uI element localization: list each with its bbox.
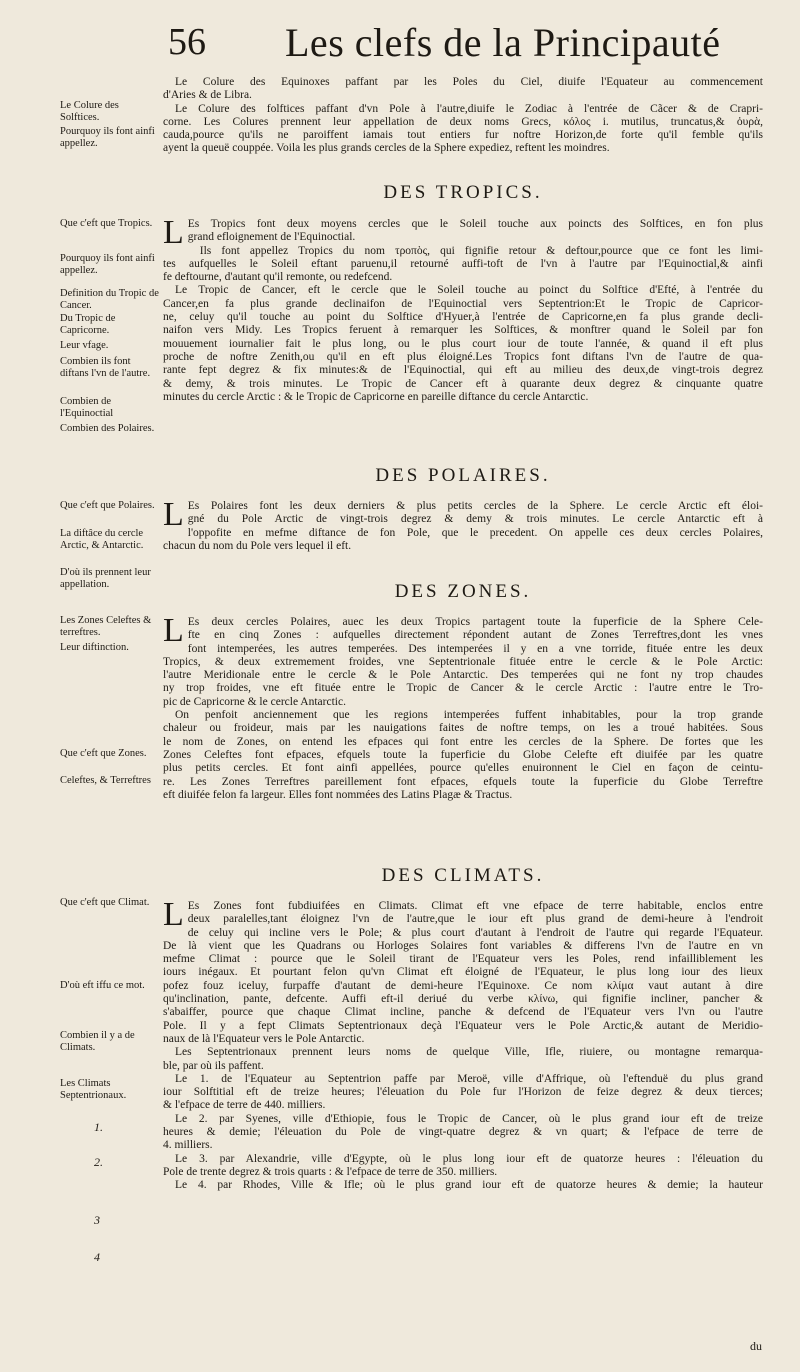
text-line: cauda,pource qu'ils ne paroiffent iamais tout entiers fur noftre Horizon,de forte qu'il femble qu'ils xyxy=(163,129,763,142)
text-line: Les Septentrionaux prennent leurs noms de quelque Ville, Ifle, riuiere, ou montagne remarqua- xyxy=(175,1046,763,1059)
text-line: iour Solftitial eft de treize heures; l'éleuation du Pole fur l'Horizon de feize degrez & deux tierces; xyxy=(163,1086,763,1099)
text-line: Tropics, & deux extremement froides, vne Septentrionale fituée entre le cercle & le Pole Arctic: xyxy=(163,655,763,668)
text-line: Es Tropics font deux moyens cercles que le Soleil touche aux poincts des Solftices, en fon plus xyxy=(187,218,763,230)
margin-note: Celeftes, & Terreftres xyxy=(60,775,151,786)
text-line: qu'inclination, pante, defcente. Auffi eft-il deriué du verbe κλίνω, qui fignifie incliner, pancher & xyxy=(163,993,763,1006)
text-line: Le Tropic de Cancer, eft le cercle que le Soleil touche au poinct du Solftice d'Efté, à l'entrée du xyxy=(175,284,763,297)
text-line: naifon vers Midy. Les Tropics feruent à remarquer les Solftices, & monftrer quand le Soleil par fon xyxy=(163,324,763,337)
margin-note: Combien ils font diftans l'vn de l'autre. xyxy=(60,356,151,379)
text-line: Le 4. par Rhodes, Ville & Ifle; où le plus grand iour eft de quatorze heures & demie; la hauteur xyxy=(175,1179,763,1192)
text-line: chacun du nom du Pole vers lequel il eft. xyxy=(163,539,352,552)
paragraph-zones xyxy=(163,612,763,802)
paragraph-tropics xyxy=(163,214,763,404)
margin-note: Les Zones Celeftes & terreftres. xyxy=(60,615,152,638)
drop-cap: L xyxy=(163,896,184,933)
text-line: gné du Pole Arctic de vingt-trois degrez & demy & trois minutes. Le cercle Antarctic eft à xyxy=(187,513,763,526)
text-line: Pole de trente degrez & trois quarts : & l'efpace de terre de 350. milliers. xyxy=(163,1165,498,1178)
text-line: & demy, & trois minutes. Le Tropic de Cancer eft à quarante deux degrez & cinquante quatre xyxy=(163,377,763,390)
text-line: chaleur ou froideur, mais par les nauigations faites de noftre temps, on les a troué habitées. Sous xyxy=(163,722,763,735)
margin-note: Combien de l'Equinoctial xyxy=(60,396,114,419)
margin-number: 4 xyxy=(94,1250,100,1264)
section-heading-tropics: DES TROPICS. xyxy=(383,182,543,203)
text-line: Es Zones font fubdiuifées en Climats. Climat eft vne efpace de terre habitable, enclos entre xyxy=(187,900,763,912)
margin-note: Que c'eft que Zones. xyxy=(60,748,147,759)
text-line: le nom de Zones, on entend les efpaces qui font entre les cercles de la Sphere. De fortes que les xyxy=(163,735,763,748)
running-title: Les clefs de la Principauté xyxy=(285,20,721,65)
text-line: iours inégaux. Et pourtant felon qu'vn Climat eft éloigné de l'Equateur, le plus long iour des lieux xyxy=(163,966,763,979)
margin-note: Que c'eft que Polaires. xyxy=(60,500,155,511)
text-line: De là vient que les Quadrans ou Horloges Solaires font variables & differens l'vn de l'autre en vn xyxy=(163,939,763,952)
text-line: grand efloignement de l'Equinoctial. xyxy=(187,231,356,244)
margin-note: Pourquoy ils font ainfi appellez. xyxy=(60,126,155,149)
margin-note: D'où eft iffu ce mot. xyxy=(60,980,145,991)
margin-note: Que c'eft que Climat. xyxy=(60,897,150,908)
margin-note: Leur diftinction. xyxy=(60,642,129,653)
text-line: d'Aries & de Libra. xyxy=(163,89,252,102)
catchword: du xyxy=(750,1339,762,1353)
text-line: Le 1. de l'Equateur au Septentrion paffe par Meroë, ville d'Affrique, où l'eftenduë du plus grand xyxy=(175,1072,763,1085)
text-line: font intemperées, les autres temperées. Des intemperées il y en a vne torride, fituée entre les deux xyxy=(187,642,763,655)
paragraph-climats xyxy=(163,896,763,1193)
margin-note: Pourquoy ils font ainfi appellez. xyxy=(60,253,155,276)
text-line: ble, par où ils paffent. xyxy=(163,1059,264,1072)
section-heading-climats: DES CLIMATS. xyxy=(381,865,545,886)
text-line: mouuement iournalier fait le plus long, ou le plus court iour de toute l'année, & quand il eft plus xyxy=(163,337,763,350)
margin-note: Combien des Polaires. xyxy=(60,423,155,434)
text-line: s'abaiffer, pource que chaque Climat incline, panche & defcend de l'Equateur vers l'vn ou l'autre xyxy=(163,1006,763,1019)
text-line: ayent la queuë couppée. Voila les plus grands cercles de la Sphere expediez, reftent les moindres. xyxy=(163,142,610,155)
text-line: Zones Celeftes font efpaces, efquels toute la fuperficie du Globe Celefte eft diuifée par les quatre xyxy=(163,748,763,761)
text-line: Le Colure des Equinoxes paffant par les Poles du Ciel, diuife l'Equateur au commencement xyxy=(175,76,763,88)
text-line: Ils font appellez Tropics du nom τροπὸς, qui fignifie retour & deftour,pource que ce font les limi- xyxy=(199,244,763,257)
text-line: Pole. Il y a fept Climats Septentrionaux deçà l'Equateur vers le Pole Arctic,& autant de Meridio- xyxy=(163,1019,763,1032)
text-line: l'oppofite en mefme diftance de fon Pole, que le precedent. On appelle ces deux cercles Polaires, xyxy=(187,526,763,539)
section-heading-polaires: DES POLAIRES. xyxy=(375,465,551,486)
text-line: minutes du cercle Arctic : & le Tropic de Capricorne en pareille diftance du cercle Antarctic. xyxy=(163,390,589,403)
text-line: ny trop froides, vne eft fituée entre le Tropic de Cancer & le cercle Arctic : l'autre entre le Tro- xyxy=(163,682,763,695)
text-line: rante fept degrez & fix minutes:& de l'Equinoctial, qui eft au milieu des deux,de vingt-trois degrez xyxy=(163,364,763,377)
text-line: re. Les Zones Terreftres pareillement font efpaces, efquels toute la fuperficie du Globe Terreftre xyxy=(163,775,763,788)
text-line: fe deftourne, d'autant qu'il remonte, ou redefcend. xyxy=(163,271,393,284)
text-line: proche de noftre Zenith,ou qu'il en eft plus éloigné.Les Tropics font diftans l'vn de l'autre de qua- xyxy=(163,350,763,363)
drop-cap: L xyxy=(163,214,184,251)
text-line: Le Colure des folftices paffant d'vn Pole à l'autre,diuife le Zodiac à l'entrée de Cãcer & de Crapri- xyxy=(175,102,763,115)
text-line: plus petits cercles. Et font ainfi appellées, pource qu'elles enuironnent le Ciel en façon de ceintu- xyxy=(163,762,763,775)
text-line: Cancer,en fa plus grande declinaifon de l'Equinoctial vers Septentrion:Et le Tropic de Capricor- xyxy=(163,297,763,310)
text-line: corne. Les Colures prennent leur appellation de deux noms Grecs, κόλος i. mutilus, truncatus,& ὀυρὰ, xyxy=(163,115,763,128)
margin-note: Leur vfage. xyxy=(60,340,109,351)
margin-number: 2. xyxy=(94,1155,103,1169)
text-line: ne, celuy qu'il touche au point du Solftice d'Hyuer,à l'entrée de Capricorne,en fa plus grande decli- xyxy=(163,311,763,324)
text-line: 4. milliers. xyxy=(163,1139,213,1152)
text-line: pic de Capricorne & le cercle Antarctic. xyxy=(163,695,346,708)
text-line: On penfoit anciennement que les regions intemperées fuffent inhabitables, pour la trop grande xyxy=(175,709,763,722)
paragraph-polaires xyxy=(163,496,763,553)
text-line: fte en cinq Zones : aufquelles directement répondent autant de Zones Terreftres,dont les vnes xyxy=(187,629,763,642)
text-line: de celuy qui incline vers le Pole; & plus court d'autant à l'endroit de l'autre qui regarde l'Equateur. xyxy=(187,926,763,939)
text-line: Es Polaires font les deux derniers & plus petits cercles de la Sphere. Le cercle Arctic eft éloi- xyxy=(187,500,763,512)
text-line: Le 2. par Syenes, ville d'Ethiopie, fous le Tropic de Cancer, où le plus grand iour eft de treize xyxy=(175,1112,763,1125)
margin-note: Que c'eft que Tropics. xyxy=(60,218,153,229)
paragraph-intro xyxy=(163,76,763,156)
margin-note: D'où ils prennent leur appellation. xyxy=(60,567,151,590)
text-line: pofez fouz iceluy, furpaffe d'autant de demi-heure l'Equinoxe. Ce nom κλίμα vaut autant à dire xyxy=(163,979,763,992)
margin-note: La diftâce du cercle Arctic, & Antarctic. xyxy=(60,528,144,551)
page-header xyxy=(0,18,800,68)
text-line: & l'efpace de terre de 440. milliers. xyxy=(163,1099,326,1112)
text-line: heures & demie; l'éleuation du Pole de vingt-quatre degrez & vn quart; & l'efpace de terre de xyxy=(163,1126,763,1139)
text-line: deux paralelles,tant éloignez l'vn de l'autre,que le iour eft plus grand de demi-heure à l'endroit xyxy=(187,913,763,926)
text-line: eft diuifée felon fa largeur. Elles font nommées des Latins Plagæ & Tractus. xyxy=(163,788,513,801)
drop-cap: L xyxy=(163,612,184,649)
text-line: Es deux cercles Polaires, auec les deux Tropics partagent toute la fuperficie de la Sphere Cele- xyxy=(187,616,763,628)
text-line: Le 3. par Alexandrie, ville d'Egypte, où le plus long iour eft de quatorze heures : l'éleuation du xyxy=(175,1152,763,1165)
section-heading-zones: DES ZONES. xyxy=(394,581,532,602)
text-line: naux de là l'Equateur vers le Pole Antarctic. xyxy=(163,1032,365,1045)
drop-cap: L xyxy=(163,496,184,533)
text-line: l'autre Meridionale entre le cercle & le Pole Antarctic. Des temperées qui ne font ny trop chaudes xyxy=(163,669,763,682)
margin-note: Du Tropic de Capricorne. xyxy=(60,313,116,336)
margin-note: Les Climats Septentrionaux. xyxy=(60,1078,127,1101)
text-line: tes aufquelles le Soleil eftant paruenu,il retourné auffi-toft de l'vn à l'autre par l'Equinoctial,& ainfi xyxy=(163,257,763,270)
text-line: mefme Climat : pource que le Soleil tirant de l'Equateur vers les Poles, rend infailliblement les xyxy=(163,953,763,966)
page-number: 56 xyxy=(168,21,206,63)
margin-note: Combien il y a de Climats. xyxy=(60,1030,135,1053)
margin-number: 1. xyxy=(94,1120,103,1134)
margin-number: 3 xyxy=(94,1213,100,1227)
margin-note: Le Colure des Solftices. xyxy=(60,100,119,123)
margin-note: Definition du Tropic de Cancer. xyxy=(60,288,159,311)
